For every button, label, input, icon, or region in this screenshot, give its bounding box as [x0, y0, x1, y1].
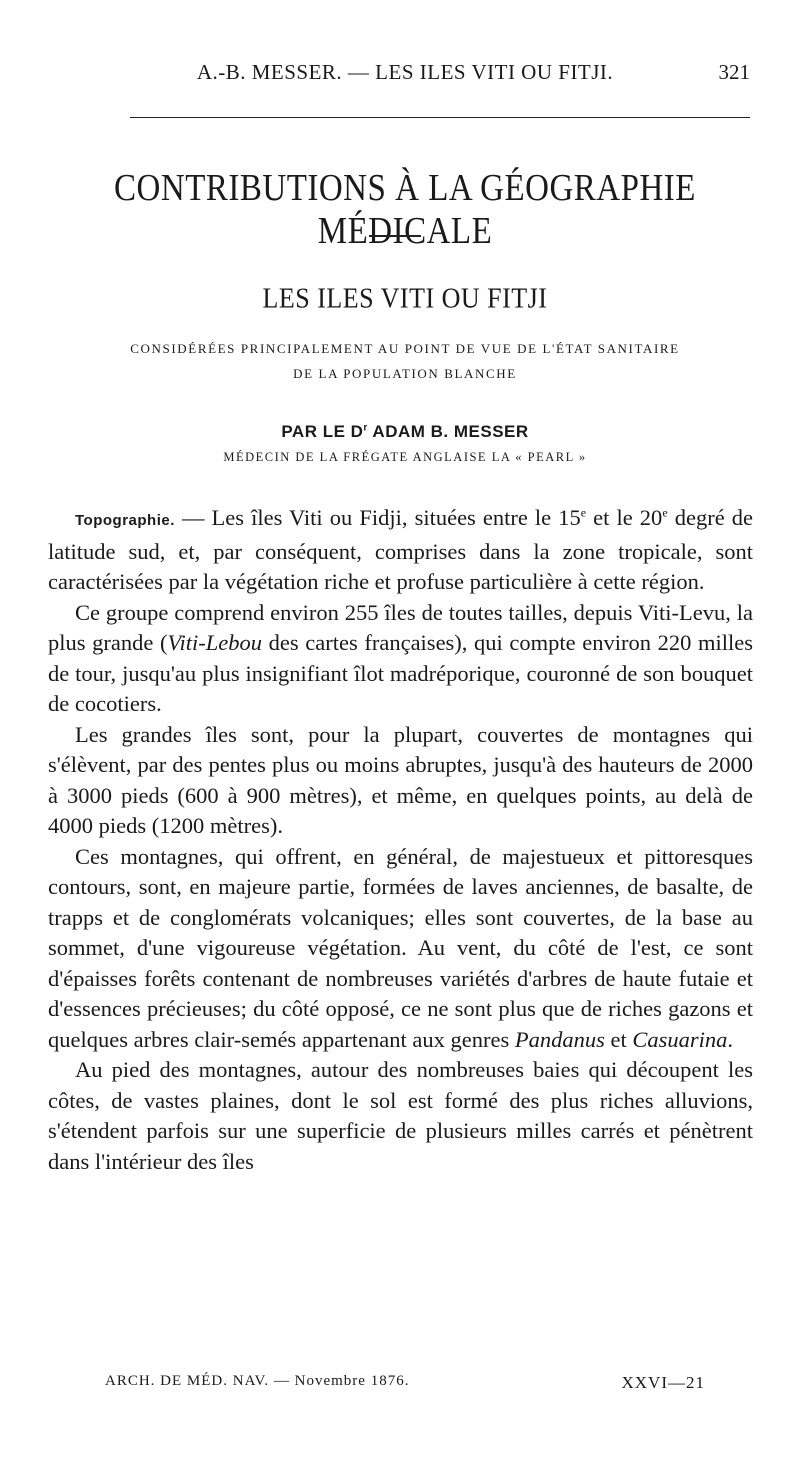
page-number: 321 — [718, 60, 750, 84]
paragraph-text: degré de latitude sud, et, par conséquent, comprises dans la zone tropicale, sont caractérisées par la végétation riche et profuse particulière à cette région. — [48, 505, 754, 594]
author-prefix-sup: r — [363, 422, 368, 434]
ordinal-sup: e — [662, 505, 668, 520]
paragraph-groupe — [48, 598, 753, 720]
subtitle-line-1: CONSIDÉRÉES PRINCIPALEMENT AU POINT DE VUE DE L'ÉTAT SANITAIRE — [130, 341, 680, 356]
running-title: A.-B. MESSER. — LES ILES VITI OU FITJI. — [196, 60, 614, 84]
article-title: CONTRIBUTIONS À LA GÉOGRAPHIE MÉDICALE — [114, 168, 696, 252]
author-byline — [60, 422, 750, 442]
paragraph-grandes-iles: Les grandes îles sont, pour la plupart, couvertes de montagnes qui s'élèvent, par des pentes plus ou moins abruptes, jusqu'à des hauteurs de 2000 à 3000 pieds (600 à 900 mètres), et même, en quelques points, au delà de 4000 pieds (1200 mètres). — [48, 721, 753, 838]
article-subtitle: LES ILES VITI OU FITJI — [262, 282, 548, 314]
author-name: ADAM B. MESSER — [372, 422, 529, 441]
ordinal-sup: e — [580, 505, 587, 520]
paragraph-text: et — [604, 1026, 633, 1052]
paragraph-text: Ces montagnes, qui offrent, en général, de majestueux et pittoresques contours, sont, en majeure partie, formées de laves anciennes, de basalte, de trapps et de conglomérats volcaniques; elles sont couvertes, de la base au sommet, d'une vigoureuse végétation. Au vent, du côté de l'est, ce sont d'épaisses forêts contenant de nombreuses variétés d'arbres de haute futaie et d'essences précieuses; du côté opposé, ce ne sont plus que de riches gazons et quelques arbres clair-semés appartenant aux genres — [48, 843, 753, 1052]
paragraph-text: Ce groupe comprend environ 255 îles de toutes tailles, depuis Viti-Levu, la plus grande ( — [48, 599, 753, 655]
paragraph-text: . — [727, 1026, 733, 1052]
section-lead: Topographie. — [75, 512, 175, 529]
title-divider — [369, 235, 421, 237]
paragraph-plaines: Au pied des montagnes, autour des nombreuses baies qui découpent les côtes, de vastes plaines, dont le sol est formé des plus riches alluvions, s'étendent parfois sur une superficie de plusieurs milles carrés et pénètrent dans l'intérieur des îles — [48, 1057, 753, 1174]
paragraph-montagnes — [48, 842, 753, 1056]
italic-term: Casuarina — [632, 1026, 728, 1052]
footer-journal: ARCH. DE MÉD. NAV. — Novembre 1876. — [105, 1373, 410, 1389]
paragraph-text: des cartes françaises), qui compte environ 220 milles de tour, jusqu'au plus insignifiant îlot madréporique, couronné de son bouquet de cocotiers. — [48, 630, 753, 716]
subtitle-line-2: DE LA POPULATION BLANCHE — [293, 366, 517, 381]
paragraph-topographie — [48, 503, 753, 598]
paragraph-text: et le 20 — [586, 505, 663, 530]
running-header — [60, 60, 750, 90]
paragraph-text: — Les îles Viti ou Fidji, situées entre le 15 — [174, 505, 581, 530]
author-prefix: PAR LE D — [281, 422, 364, 441]
page-footer — [105, 1373, 705, 1399]
author-affiliation: MÉDECIN DE LA FRÉGATE ANGLAISE LA « PEARL » — [223, 450, 587, 464]
italic-term: Pandanus — [514, 1026, 605, 1052]
italic-term: Viti-Lebou — [167, 630, 263, 655]
footer-signature: XXVI—21 — [621, 1373, 705, 1392]
header-rule — [130, 117, 750, 118]
article-body — [48, 503, 753, 1177]
